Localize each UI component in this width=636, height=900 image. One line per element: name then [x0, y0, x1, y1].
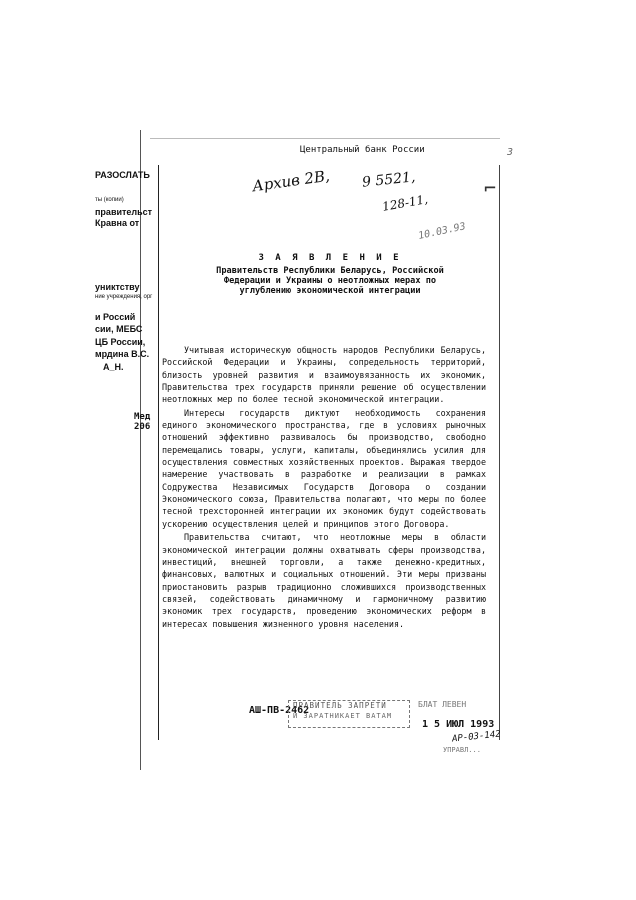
underlying-line: сии, МЕБС [95, 324, 143, 334]
received-date-stamp: 1 5 ИЮЛ 1993 [422, 719, 495, 730]
document-title: З А Я В Л Е Н И Е [258, 253, 402, 263]
subtitle-line: Правительств Республики Беларусь, Российской [216, 266, 444, 276]
stamp-line: ПРАВИТЕЛЬ ЗАПРЕТИ [293, 701, 387, 710]
subtitle-line: углублению экономической интеграции [239, 286, 421, 296]
underlying-line: ты (копии) [95, 197, 124, 203]
handwritten-reference: 9 5521, [361, 169, 417, 191]
underlying-line: униктству [95, 282, 140, 292]
body-paragraph: Интересы государств диктуют необходимость сохранения единого экономического пространства, где в условиях рыночных отношений эффективно развивалось бы производство, свободно перемещались товары, услуги, капиталы, объединялись усилия для осуществления совместных хозяйственных проектов. Выражая твердое намерение участвовать в разработке и реализации в рамках Содружества Независимых Государств Договора о создании Экономического союза, Правительства полагают, что меры по более тесной трехсторонней интеграции их экономик будут содействовать ускорению осуществления целей и принципов этого Договора. [162, 407, 486, 529]
handwritten-date: 10.03.93 [417, 221, 467, 242]
corner-mark: 3 [507, 147, 514, 158]
top-scan-line [150, 138, 500, 139]
underlying-line: ние учреждения, орг [95, 294, 153, 300]
underlying-line: Кравна от [95, 218, 140, 228]
document-body [162, 344, 486, 630]
underlying-line: и Россий [95, 312, 136, 322]
underlying-line: РАЗОСЛАТЬ [95, 170, 150, 180]
stamp-header: БЛАТ ЛЕВЕН [418, 700, 467, 709]
underlying-number: Мед [134, 412, 151, 422]
underlying-number: 206 [134, 422, 151, 432]
handwritten-archive-note: Архив 2В, [251, 166, 331, 196]
stamp-footer: УПРАВЛ... [443, 746, 481, 754]
stamp-line: И ЗАРАТНИКАЕТ ВАТАМ [293, 712, 393, 720]
bank-header: Центральный банк России [300, 145, 425, 155]
handwritten-reference-2: 128-11, [381, 192, 429, 214]
body-paragraph: Правительства считают, что неотложные меры в области экономической интеграции должны охватывать сферы производства, инвестиций, внешней торговли, а также денежно-кредитных, финансовых, валютных и социальных отношений. Эти меры призваны приостановить разрыв традиционно сложившихся производственных связей, содействовать динамичному и гармоничному развитию экономик трех государств, проведению экономических реформ в интересах повышения жизненного уровня населения. [162, 532, 486, 629]
handwritten-bracket: ⌐ [484, 176, 497, 200]
underlying-line: правительст [95, 207, 153, 217]
underlying-line: ЦБ России, [95, 337, 146, 347]
document-subtitle [190, 266, 470, 296]
underlying-line: мрдина В.С. [95, 349, 150, 359]
underlying-line: А_Н. [103, 362, 124, 372]
body-paragraph: Учитывая историческую общность народов Республики Беларусь, Российской Федерации и Украины, сопредельность территорий, близость уровней развития и взаимоувязанность их экономик, Правительства трех государств приняли решение об осуществлении неотложных мер по более тесной экономической интеграции. [162, 345, 486, 405]
registration-number: АР-03-142 [451, 729, 502, 745]
subtitle-line: Федерации и Украины о неотложных мерах по [223, 276, 437, 286]
page-edge-line [140, 130, 141, 770]
document-code: АШ-ПВ-2462 [249, 705, 310, 716]
underlying-left-numbers [134, 412, 150, 432]
